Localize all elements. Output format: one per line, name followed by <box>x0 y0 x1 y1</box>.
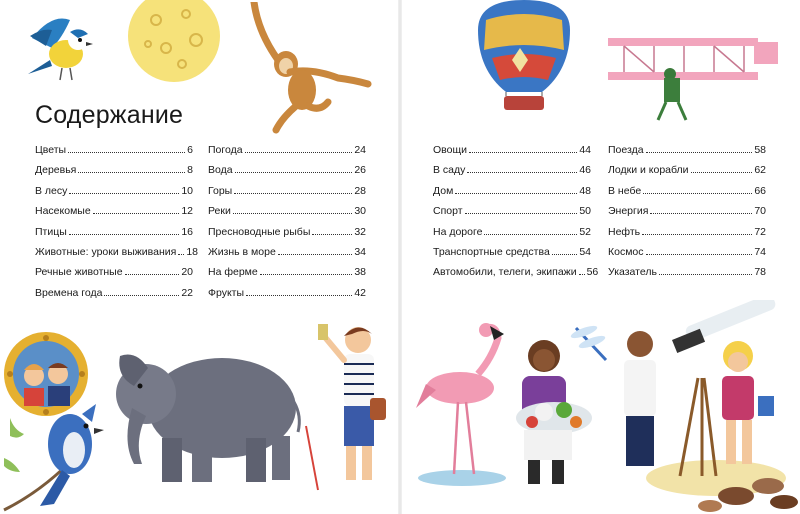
toc-entry-page: 48 <box>579 184 591 197</box>
elephant-icon <box>112 346 304 486</box>
toc-entry[interactable] <box>208 164 366 184</box>
toc-entry[interactable] <box>608 266 766 286</box>
toc-column-4 <box>608 144 766 287</box>
toc-entry[interactable] <box>208 185 366 205</box>
toc-entry[interactable] <box>208 246 366 266</box>
toc-entry[interactable] <box>433 164 591 184</box>
toc-leader-dots <box>467 172 577 173</box>
toc-entry[interactable] <box>433 226 591 246</box>
toc-leader-dots <box>93 213 180 214</box>
toc-leader-dots <box>235 172 353 173</box>
toc-entry-page: 78 <box>754 266 766 279</box>
page-gutter <box>398 0 402 514</box>
toc-leader-dots <box>312 234 352 235</box>
toc-entry-label: Горы <box>208 184 233 197</box>
toc-entry-page: 52 <box>579 225 591 238</box>
toc-leader-dots <box>69 234 180 235</box>
toc-entry-label: Вода <box>208 164 233 177</box>
toc-entry[interactable] <box>35 164 193 184</box>
toc-leader-dots <box>178 254 184 255</box>
toc-leader-dots <box>579 274 585 275</box>
toc-entry-label: Дом <box>433 184 454 197</box>
toc-entry-label: Овощи <box>433 144 467 156</box>
toc-entry-page: 72 <box>754 225 766 238</box>
toc-entry[interactable] <box>608 164 766 184</box>
toc-entry-page: 42 <box>354 286 366 299</box>
hot-air-balloon-icon <box>472 0 576 130</box>
toc-entry[interactable] <box>35 226 193 246</box>
toc-entry-label: Деревья <box>35 164 77 177</box>
toc-leader-dots <box>659 274 752 275</box>
toc-entry[interactable] <box>608 246 766 266</box>
toc-entry-label: Поезда <box>608 144 644 156</box>
moon-icon <box>126 0 222 84</box>
toc-entry[interactable] <box>208 287 366 307</box>
toc-entry[interactable] <box>433 205 591 225</box>
bird-blue-tit-icon <box>22 8 94 84</box>
toc-entry-label: Энергия <box>608 205 649 218</box>
toc-entry-label: Насекомые <box>35 205 91 218</box>
toc-entry-label: Фрукты <box>208 286 245 299</box>
toc-entry-page: 70 <box>754 205 766 218</box>
toc-leader-dots <box>246 295 352 296</box>
toc-entry-page: 62 <box>754 164 766 177</box>
toc-entry[interactable] <box>433 144 591 164</box>
toc-entry[interactable] <box>608 144 766 164</box>
toc-entry-label: Птицы <box>35 225 67 238</box>
toc-entry[interactable] <box>208 205 366 225</box>
flamingo-icon <box>412 318 518 488</box>
toc-entry-label: В лесу <box>35 184 68 197</box>
toc-entry-label: В саду <box>433 164 466 177</box>
toc-entry-label: Животные: уроки выживания <box>35 245 177 258</box>
toc-entry-label: Транспортные средства <box>433 245 550 258</box>
toc-leader-dots <box>552 254 578 255</box>
toc-entry-label: Указатель <box>608 266 657 279</box>
toc-entry-label: Автомобили, телеги, экипажи <box>433 266 577 279</box>
toc-leader-dots <box>469 152 577 153</box>
toc-leader-dots <box>643 193 752 194</box>
toc-leader-dots <box>691 172 753 173</box>
toc-leader-dots <box>260 274 353 275</box>
toc-entry-page: 74 <box>754 245 766 258</box>
toc-entry-label: Цветы <box>35 144 67 156</box>
toc-leader-dots <box>125 274 180 275</box>
toc-entry[interactable] <box>35 185 193 205</box>
toc-column-3 <box>433 144 599 287</box>
toc-entry-label: Речные животные <box>35 266 123 279</box>
toc-leader-dots <box>642 234 752 235</box>
toc-column-1 <box>35 144 198 307</box>
toc-entry-page: 38 <box>354 266 366 279</box>
toc-entry-label: В небе <box>608 184 642 197</box>
toc-entry[interactable] <box>608 226 766 246</box>
toc-leader-dots <box>233 213 352 214</box>
toc-entry[interactable] <box>35 205 193 225</box>
page-title: Содержание <box>35 101 184 129</box>
toc-leader-dots <box>455 193 577 194</box>
toc-entry[interactable] <box>208 226 366 246</box>
children-telescope-icon <box>606 300 800 514</box>
blue-jay-icon <box>0 400 106 514</box>
toc-entry-label: Времена года <box>35 286 103 299</box>
toc-entry[interactable] <box>433 266 599 286</box>
toc-entry-label: Пресноводные рыбы <box>208 225 311 238</box>
toc-leader-dots <box>278 254 353 255</box>
toc-entry-page: 16 <box>181 225 193 238</box>
toc-entry-label: На дороге <box>433 225 483 238</box>
toc-leader-dots <box>78 172 185 173</box>
toc-entry[interactable] <box>608 185 766 205</box>
boy-vegetables-icon <box>510 338 596 488</box>
toc-entry[interactable] <box>208 266 366 286</box>
toc-entry-page: 26 <box>354 164 366 177</box>
toc-entry-page: 6 <box>187 144 193 156</box>
toc-entry-label: На ферме <box>208 266 258 279</box>
toc-entry[interactable] <box>608 205 766 225</box>
toc-entry[interactable] <box>35 287 193 307</box>
toc-entry[interactable] <box>433 246 591 266</box>
toc-entry-label: Спорт <box>433 205 463 218</box>
toc-entry[interactable] <box>433 185 591 205</box>
toc-entry-page: 32 <box>354 225 366 238</box>
toc-entry-page: 34 <box>354 245 366 258</box>
toc-entry-page: 24 <box>354 144 366 156</box>
toc-entry-label: Лодки и корабли <box>608 164 689 177</box>
toc-entry-page: 28 <box>354 184 366 197</box>
toc-entry-page: 66 <box>754 184 766 197</box>
toc-entry-page: 22 <box>181 286 193 299</box>
toc-entry-page: 44 <box>579 144 591 156</box>
toc-entry[interactable] <box>35 245 198 266</box>
toc-entry-label: Нефть <box>608 225 641 238</box>
toc-entry-label: Погода <box>208 144 243 156</box>
toc-leader-dots <box>234 193 352 194</box>
toc-leader-dots <box>68 152 185 153</box>
toc-leader-dots <box>646 254 753 255</box>
toc-leader-dots <box>245 152 353 153</box>
toc-entry-page: 8 <box>187 164 193 177</box>
toc-leader-dots <box>484 234 577 235</box>
biplane-icon <box>604 24 780 124</box>
toc-leader-dots <box>465 213 578 214</box>
toc-leader-dots <box>69 193 179 194</box>
toc-entry-page: 58 <box>754 144 766 156</box>
toc-entry[interactable] <box>208 144 366 164</box>
toc-leader-dots <box>646 152 753 153</box>
toc-entry-page: 50 <box>579 205 591 218</box>
monkey-icon <box>242 2 372 134</box>
toc-entry-page: 54 <box>579 245 591 258</box>
toc-entry-label: Реки <box>208 205 231 218</box>
toc-entry-label: Космос <box>608 245 644 258</box>
toc-entry-page: 20 <box>181 266 193 279</box>
toc-entry-page: 12 <box>181 205 193 218</box>
toc-entry[interactable] <box>35 266 193 286</box>
toc-column-2 <box>208 144 366 307</box>
toc-leader-dots <box>650 213 752 214</box>
toc-entry-page: 46 <box>579 164 591 177</box>
toc-entry-page: 18 <box>186 245 198 258</box>
toc-entry-page: 10 <box>181 184 193 197</box>
toc-entry-label: Жизнь в море <box>208 245 276 258</box>
toc-entry-page: 30 <box>354 205 366 218</box>
toc-leader-dots <box>104 295 179 296</box>
toc-entry[interactable] <box>35 144 193 164</box>
toc-entry-page: 56 <box>586 266 599 279</box>
boy-explorer-icon <box>300 316 390 494</box>
